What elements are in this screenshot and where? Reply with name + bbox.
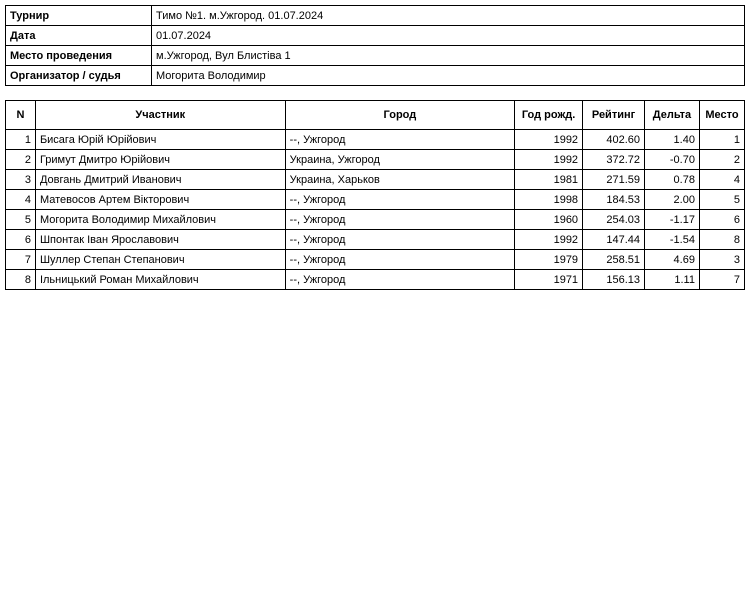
table-row xyxy=(6,170,745,190)
info-value: Могорита Володимир xyxy=(152,66,745,86)
col-place-cell: 7 xyxy=(699,270,744,290)
col-birth-year-cell: 1971 xyxy=(515,270,583,290)
col-participant-cell: Ільницький Роман Михайлович xyxy=(35,270,285,290)
info-value: 01.07.2024 xyxy=(152,26,745,46)
tournament-info-table xyxy=(5,5,745,86)
col-rating-cell: 254.03 xyxy=(583,210,645,230)
results-table xyxy=(5,100,745,290)
col-participant-cell: Гримут Дмитро Юрійович xyxy=(35,150,285,170)
info-value: Тимо №1. м.Ужгород. 01.07.2024 xyxy=(152,6,745,26)
col-participant-cell: Матевосов Артем Вікторович xyxy=(35,190,285,210)
col-number-header: N xyxy=(6,101,36,130)
col-place-cell: 4 xyxy=(699,170,744,190)
table-row xyxy=(6,230,745,250)
col-city-cell: --, Ужгород xyxy=(285,270,514,290)
table-row xyxy=(6,130,745,150)
col-number-cell: 6 xyxy=(6,230,36,250)
col-birth-year-cell: 1981 xyxy=(515,170,583,190)
col-place-cell: 5 xyxy=(699,190,744,210)
col-place-cell: 1 xyxy=(699,130,744,150)
col-birth-year-cell: 1960 xyxy=(515,210,583,230)
col-participant-cell: Довгань Дмитрий Иванович xyxy=(35,170,285,190)
col-birth-year-cell: 1992 xyxy=(515,130,583,150)
info-row xyxy=(6,46,745,66)
col-place-cell: 2 xyxy=(699,150,744,170)
col-city-cell: Украина, Харьков xyxy=(285,170,514,190)
col-number-cell: 4 xyxy=(6,190,36,210)
col-rating-cell: 147.44 xyxy=(583,230,645,250)
col-participant-cell: Шпонтак Іван Ярославович xyxy=(35,230,285,250)
table-row xyxy=(6,150,745,170)
table-row xyxy=(6,210,745,230)
col-number-cell: 7 xyxy=(6,250,36,270)
info-label: Дата xyxy=(6,26,152,46)
col-delta-cell: -0.70 xyxy=(645,150,700,170)
col-city-cell: --, Ужгород xyxy=(285,190,514,210)
info-value: м.Ужгород, Вул Блистіва 1 xyxy=(152,46,745,66)
col-city-cell: --, Ужгород xyxy=(285,210,514,230)
info-label: Место проведения xyxy=(6,46,152,66)
col-delta-cell: 0.78 xyxy=(645,170,700,190)
col-number-cell: 5 xyxy=(6,210,36,230)
col-number-cell: 8 xyxy=(6,270,36,290)
col-city-header: Город xyxy=(285,101,514,130)
col-rating-cell: 184.53 xyxy=(583,190,645,210)
col-delta-cell: 2.00 xyxy=(645,190,700,210)
col-city-cell: Украина, Ужгород xyxy=(285,150,514,170)
col-rating-cell: 271.59 xyxy=(583,170,645,190)
table-row xyxy=(6,250,745,270)
col-birth-year-cell: 1992 xyxy=(515,150,583,170)
results-header-row xyxy=(6,101,745,130)
col-participant-cell: Могорита Володимир Михайлович xyxy=(35,210,285,230)
col-participant-cell: Бисага Юрій Юрійович xyxy=(35,130,285,150)
col-number-cell: 2 xyxy=(6,150,36,170)
col-delta-cell: -1.54 xyxy=(645,230,700,250)
col-city-cell: --, Ужгород xyxy=(285,130,514,150)
col-birth-year-header: Год рожд. xyxy=(515,101,583,130)
col-city-cell: --, Ужгород xyxy=(285,230,514,250)
col-rating-header: Рейтинг xyxy=(583,101,645,130)
col-rating-cell: 156.13 xyxy=(583,270,645,290)
col-number-cell: 1 xyxy=(6,130,36,150)
col-delta-cell: 1.11 xyxy=(645,270,700,290)
col-city-cell: --, Ужгород xyxy=(285,250,514,270)
col-delta-cell: 4.69 xyxy=(645,250,700,270)
col-birth-year-cell: 1979 xyxy=(515,250,583,270)
col-place-cell: 3 xyxy=(699,250,744,270)
col-number-cell: 3 xyxy=(6,170,36,190)
info-label: Турнир xyxy=(6,6,152,26)
table-row xyxy=(6,190,745,210)
col-participant-header: Участник xyxy=(35,101,285,130)
col-participant-cell: Шуллер Степан Степанович xyxy=(35,250,285,270)
info-row xyxy=(6,6,745,26)
col-birth-year-cell: 1992 xyxy=(515,230,583,250)
col-rating-cell: 372.72 xyxy=(583,150,645,170)
col-delta-header: Дельта xyxy=(645,101,700,130)
col-place-header: Место xyxy=(699,101,744,130)
col-birth-year-cell: 1998 xyxy=(515,190,583,210)
col-place-cell: 8 xyxy=(699,230,744,250)
table-row xyxy=(6,270,745,290)
col-delta-cell: 1.40 xyxy=(645,130,700,150)
info-row xyxy=(6,66,745,86)
col-place-cell: 6 xyxy=(699,210,744,230)
col-delta-cell: -1.17 xyxy=(645,210,700,230)
col-rating-cell: 258.51 xyxy=(583,250,645,270)
info-row xyxy=(6,26,745,46)
col-rating-cell: 402.60 xyxy=(583,130,645,150)
info-label: Организатор / судья xyxy=(6,66,152,86)
